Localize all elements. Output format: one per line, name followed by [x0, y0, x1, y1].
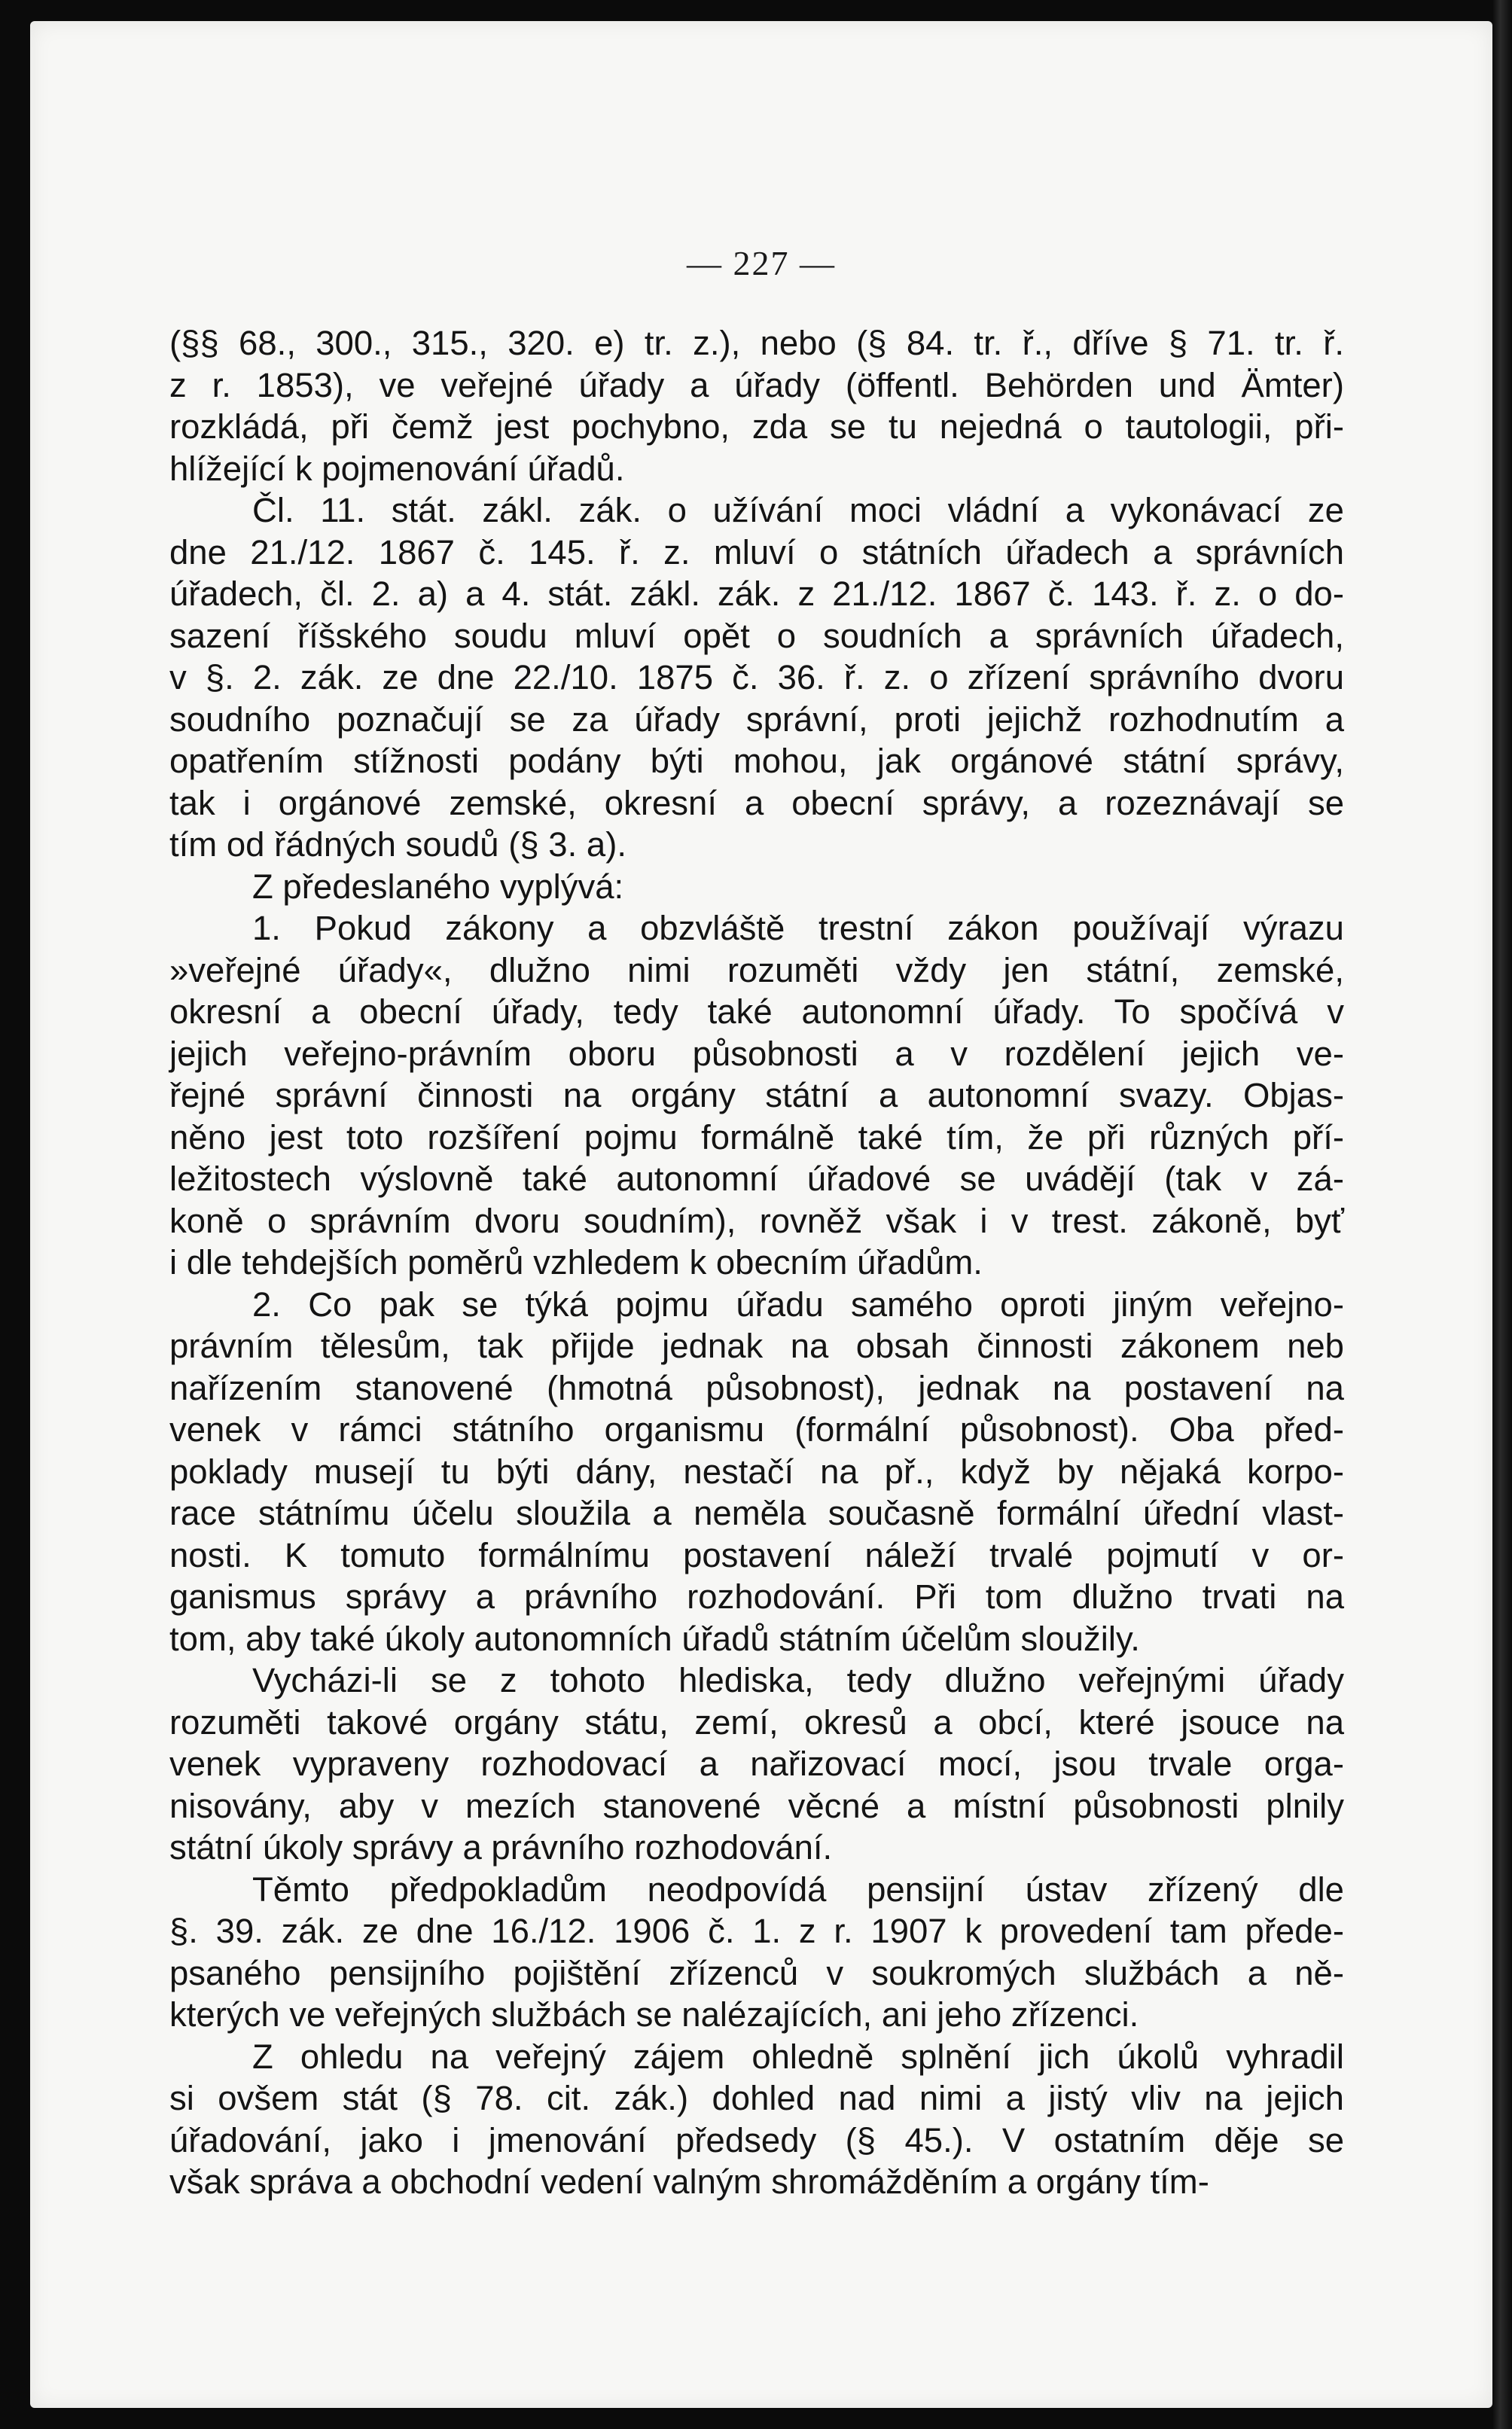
text-line: ležitostech výslovně také autonomní úřadové se uvádějí (tak v zá- — [169, 1160, 1344, 1198]
text-line: kterých ve veřejných službách se nalézajících, ani jeho zřízenci. — [169, 1995, 1139, 2034]
text-line: státní úkoly správy a právního rozhodování. — [169, 1828, 833, 1867]
text-line: nosti. K tomuto formálnímu postavení náleží trvalé pojmutí v or- — [169, 1535, 1344, 1574]
text-line: venek v rámci státního organismu (formální působnost). Oba před- — [169, 1410, 1344, 1449]
text-line: opatřením stížnosti podány býti mohou, jak orgánové státní správy, — [169, 742, 1344, 780]
text-line: okresní a obecní úřady, tedy také autonomní úřady. To spočívá v — [169, 992, 1344, 1031]
text-line: úřadování, jako i jmenování předsedy (§ 45.). V ostatním děje se — [169, 2120, 1344, 2159]
text-line: rozkládá, při čemž jest pochybno, zda se tu nejedná o tautologii, při- — [169, 407, 1344, 446]
paragraph — [169, 1659, 1344, 1869]
text-line: (§§ 68., 300., 315., 320. e) tr. z.), nebo (§ 84. tr. ř., dříve § 71. tr. ř. — [169, 324, 1344, 362]
text-line: §. 39. zák. ze dne 16./12. 1906 č. 1. z r. 1907 k provedení tam přede- — [169, 1912, 1344, 1950]
text-line: Z ohledu na veřejný zájem ohledně splnění jich úkolů vyhradil — [252, 2037, 1344, 2076]
page-number: — 227 — — [687, 244, 836, 282]
text-line: nisovány, aby v mezích stanovené věcné a místní působnosti plnily — [169, 1786, 1344, 1825]
paragraph — [169, 1284, 1344, 1660]
text-line: 1. Pokud zákony a obzvláště trestní zákon používají výrazu — [252, 909, 1344, 947]
paragraph — [169, 2036, 1344, 2203]
paragraph — [169, 1869, 1344, 2036]
text-line: hlížející k pojmenování úřadů. — [169, 449, 625, 488]
paragraph — [169, 907, 1344, 1284]
text-line: race státnímu účelu sloužila a neměla současně formální úřední vlast- — [169, 1494, 1344, 1532]
text-line: z r. 1853), ve veřejné úřady a úřady (öffentl. Behörden und Ämter) — [169, 365, 1344, 404]
text-line: úřadech, čl. 2. a) a 4. stát. zákl. zák. z 21./12. 1867 č. 143. ř. z. o do- — [169, 574, 1344, 613]
text-line: právním tělesům, tak přijde jednak na obsah činnosti zákonem neb — [169, 1327, 1344, 1365]
text-line: Čl. 11. stát. zákl. zák. o užívání moci vládní a vykonávací ze — [252, 491, 1344, 529]
scan-edge — [1492, 0, 1512, 2429]
text-line: 2. Co pak se týká pojmu úřadu samého oproti jiným veřejno- — [252, 1285, 1344, 1324]
text-line: psaného pensijního pojištění zřízenců v soukromých službách a ně- — [169, 1953, 1344, 1992]
text-line: řejné správní činnosti na orgány státní a autonomní svazy. Objas- — [169, 1076, 1344, 1114]
text-line: dne 21./12. 1867 č. 145. ř. z. mluví o státních úřadech a správních — [169, 532, 1344, 571]
text-line: rozuměti takové orgány státu, zemí, okresů a obcí, které jsouce na — [169, 1702, 1344, 1742]
document-page — [30, 21, 1492, 2408]
text-line: i dle tehdejších poměrů vzhledem k obecním úřadům. — [169, 1243, 983, 1282]
text-line: si ovšem stát (§ 78. cit. zák.) dohled nad nimi a jistý vliv na jejich — [169, 2079, 1344, 2117]
text-line: v §. 2. zák. ze dne 22./10. 1875 č. 36. ř. z. o zřízení správního dvoru — [169, 658, 1344, 696]
paragraph — [169, 866, 1344, 908]
text-line: koně o správním dvoru soudním), rovněž však i v trest. zákoně, byť — [169, 1201, 1344, 1240]
text-line: Těmto předpokladům neodpovídá pensijní ústav zřízený dle — [252, 1870, 1344, 1909]
text-line: něno jest toto rozšíření pojmu formálně také tím, že při různých pří- — [169, 1117, 1344, 1157]
text-line: sazení říšského soudu mluví opět o soudních a správních úřadech, — [169, 616, 1344, 655]
text-line: soudního poznačují se za úřady správní, proti jejichž rozhodnutím a — [169, 699, 1344, 739]
paragraph — [169, 489, 1344, 866]
paragraph — [169, 322, 1344, 489]
text-line: tak i orgánové zemské, okresní a obecní správy, a rozeznávají se — [169, 783, 1344, 822]
text-line: však správa a obchodní vedení valným shromážděním a orgány tím- — [169, 2162, 1209, 2201]
document-body — [169, 322, 1344, 2203]
text-line: tím od řádných soudů (§ 3. a). — [169, 825, 626, 864]
text-line: »veřejné úřady«, dlužno nimi rozuměti vždy jen státní, zemské, — [169, 950, 1344, 989]
text-line: Z předeslaného vyplývá: — [252, 867, 624, 906]
text-line: nařízením stanovené (hmotná působnost), jednak na postavení na — [169, 1368, 1344, 1407]
text-line: Vycházi-li se z tohoto hlediska, tedy dlužno veřejnými úřady — [252, 1661, 1344, 1699]
text-line: venek vypraveny rozhodovací a nařizovací mocí, jsou trvale orga- — [169, 1745, 1344, 1783]
text-line: jejich veřejno-právním oboru působnosti a v rozdělení jejich ve- — [169, 1034, 1344, 1073]
text-line: poklady musejí tu býti dány, nestačí na př., když by nějaká korpo- — [169, 1452, 1344, 1491]
text-line: tom, aby také úkoly autonomních úřadů státním účelům sloužily. — [169, 1619, 1140, 1658]
text-line: ganismus správy a právního rozhodování. Při tom dlužno trvati na — [169, 1577, 1344, 1616]
